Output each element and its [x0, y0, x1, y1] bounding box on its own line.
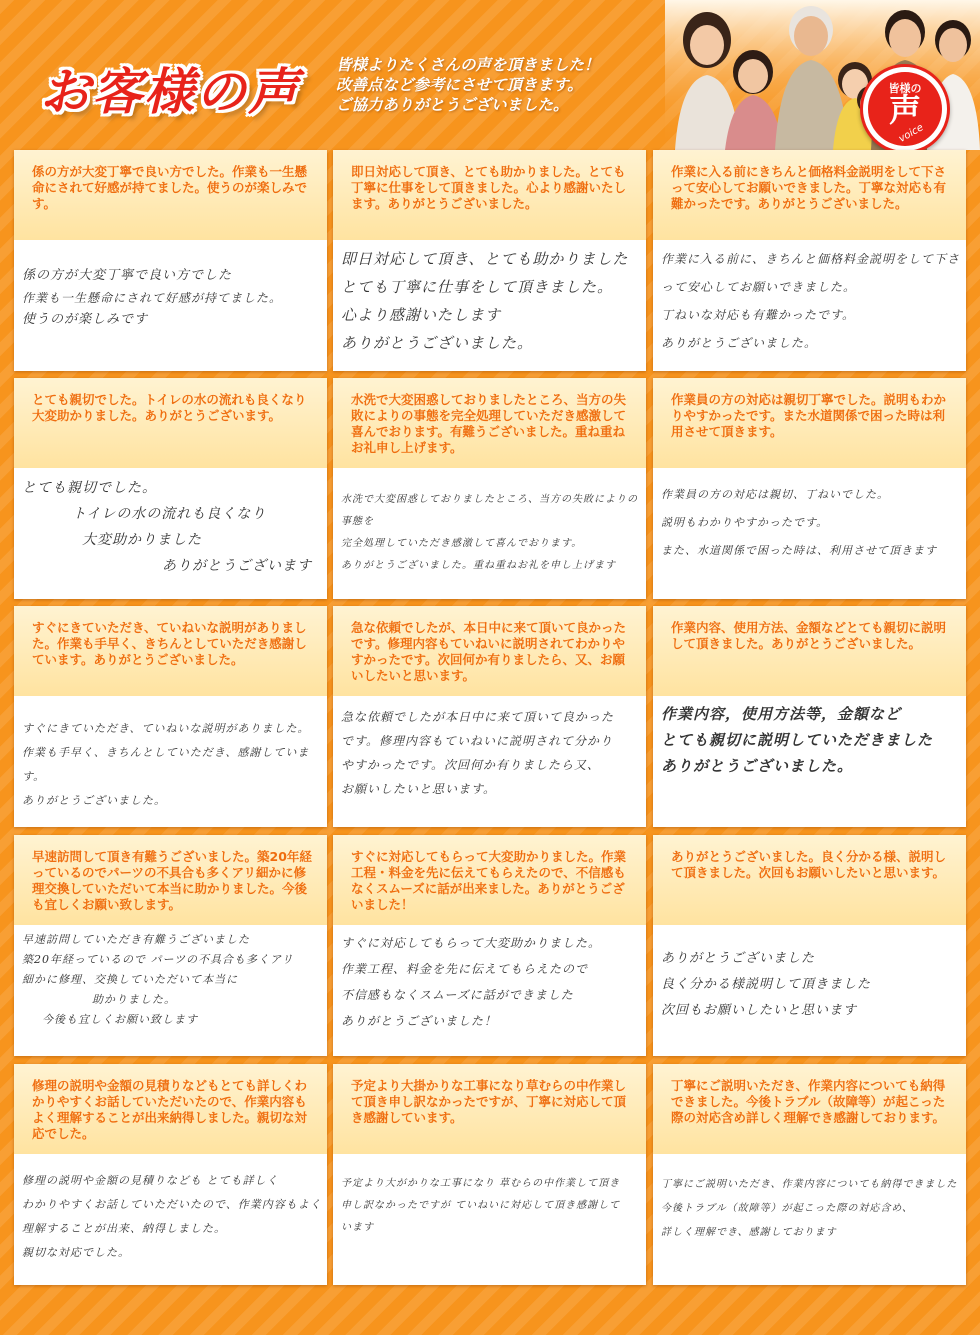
- voice-badge: [860, 64, 950, 154]
- review-summary: [333, 150, 646, 240]
- review-card: [653, 835, 966, 1056]
- handwritten-line: います: [341, 1222, 374, 1233]
- review-summary: [14, 835, 327, 925]
- review-summary: [14, 378, 327, 468]
- handwritten-comment: [22, 930, 322, 1050]
- handwritten-line: すぐに対応してもらって大変助かりました。: [341, 936, 602, 950]
- handwritten-comment: [661, 245, 961, 365]
- handwritten-line: すぐにきていただき、ていねいな説明がありました。: [22, 722, 310, 735]
- handwritten-line: また、水道関係で困った時は、利用させて頂きます: [661, 544, 937, 557]
- handwritten-comment: [341, 930, 641, 1050]
- handwritten-line: ありがとうございました: [661, 951, 816, 966]
- handwritten-line: 丁寧にご説明いただき、作業内容についても納得できました: [661, 1179, 958, 1190]
- handwritten-line: 良く分かる様説明して頂きました: [661, 977, 872, 992]
- handwritten-comment: [661, 701, 961, 821]
- handwritten-line: 助かりました。: [92, 993, 176, 1006]
- header: [0, 0, 980, 150]
- handwritten-line: 作業に入る前に、きちんと価格料金説明をして下さって安心してお願いできました。: [661, 252, 961, 294]
- handwritten-line: 水洗で大変困惑しておりましたところ、当方の失敗によりの事態を: [341, 494, 638, 527]
- handwritten-line: です。修理内容もていねいに説明されて分かり: [341, 734, 614, 748]
- handwritten-comment: [341, 701, 641, 825]
- review-card: [653, 378, 966, 599]
- review-card: [14, 150, 327, 371]
- review-printed-text: 作業内容、使用方法、金額などとても親切に説明して頂きました。ありがとうございました。: [671, 620, 947, 651]
- handwritten-comment: [341, 1159, 641, 1293]
- handwritten-line: ありがとうございました！: [341, 1014, 498, 1028]
- intro-line: 改善点など参考にさせて頂きます。: [336, 76, 583, 94]
- handwritten-line: トイレの水の流れも良くなり: [72, 506, 267, 522]
- review-printed-text: 係の方が大変丁寧で良い方でした。作業も一生懸命にされて好感が持てました。使うのが楽しみです。: [32, 164, 308, 211]
- review-summary: [333, 606, 646, 696]
- handwritten-line: 今後も宜しくお願い致します: [42, 1013, 198, 1026]
- review-summary: [333, 378, 646, 468]
- review-printed-text: 作業員の方の対応は親切丁寧でした。説明もわかりやすかったです。また水道関係で困った時は利用させて頂きます。: [671, 392, 947, 439]
- review-printed-text: 水洗で大変困惑しておりましたところ、当方の失敗によりの事態を完全処理していただき感激して喜んでおります。有難うございました。重ね重ねお礼申し上げます。: [351, 392, 627, 455]
- review-printed-text: 修理の説明や金額の見積りなどもとても詳しくわかりやすくお話していただいたので、作業内容もよく理解することが出来納得しました。親切な対応でした。: [32, 1078, 308, 1141]
- review-card: [14, 1064, 327, 1285]
- review-card: [653, 150, 966, 371]
- handwritten-comment: [22, 245, 322, 385]
- handwritten-line: 今後トラブル（故障等）が起こった際の対応含め、: [661, 1203, 913, 1214]
- handwritten-comment: [341, 473, 641, 609]
- handwritten-comment: [661, 1159, 961, 1293]
- handwritten-line: 不信感もなくスムーズに話ができました: [341, 988, 574, 1002]
- review-printed-text: とても親切でした。トイレの水の流れも良くなり大変助かりました。ありがとうございます。: [32, 392, 307, 423]
- review-printed-text: すぐにきていただき、ていねいな説明がありました。作業も手早く、きちんとしていただき感謝しています。ありがとうございました。: [32, 620, 307, 667]
- review-summary: [333, 1064, 646, 1154]
- review-summary: [653, 150, 966, 240]
- review-summary: [333, 835, 646, 925]
- handwritten-line: ありがとうございます: [162, 558, 312, 574]
- handwritten-line: 説明もわかりやすかったです。: [661, 516, 829, 529]
- review-printed-text: 作業に入る前にきちんと価格料金説明をして下さって安心してお願いできました。丁寧な対応も有難かったです。ありがとうございました。: [671, 164, 947, 211]
- review-summary: [653, 606, 966, 696]
- handwritten-line: 心より感謝いたします: [341, 306, 502, 324]
- review-card: [333, 150, 646, 371]
- handwritten-line: わかりやすくお話していただいたので、作業内容もよく: [22, 1198, 322, 1211]
- handwritten-line: 築20年経っているので パーツの不具合も多くアリ: [22, 953, 294, 966]
- handwritten-line: とても親切でした。: [22, 480, 157, 496]
- handwritten-line: 細かに修理、交換していただいて本当に: [22, 973, 238, 986]
- review-card: [653, 1064, 966, 1285]
- review-printed-text: 早速訪問して頂き有難うございました。築20年経っているのでパーツの不具合も多くアリ細かに修理交換していただいて本当に助かりました。今後も宜しくお願い致します。: [32, 849, 312, 912]
- review-printed-text: 急な依頼でしたが、本日中に来て頂いて良かったです。修理内容もていねいに説明されてわかりやすかったです。次回何か有りましたら、又、お願いしたいと思います。: [351, 620, 627, 683]
- handwritten-line: とても丁寧に仕事をして頂きました。: [341, 278, 614, 296]
- handwritten-line: 即日対応して頂き、とても助かりました: [341, 250, 629, 268]
- handwritten-comment: [22, 701, 322, 837]
- handwritten-line: ありがとうございました。: [22, 794, 166, 807]
- handwritten-line: 大変助かりました: [82, 532, 202, 548]
- badge-voice-en: voice: [897, 122, 926, 145]
- handwritten-comment: [341, 245, 641, 365]
- review-card: [14, 835, 327, 1056]
- handwritten-comment: [22, 1159, 322, 1289]
- badge-voice-kanji: 声: [888, 91, 921, 129]
- badge-label: 皆様の: [888, 82, 922, 95]
- handwritten-line: 早速訪問していただき有難うございました: [22, 933, 250, 946]
- handwritten-line: 係の方が大変丁寧で良い方でした: [22, 268, 233, 283]
- review-printed-text: すぐに対応してもらって大変助かりました。作業工程・料金を先に伝えてもらえたので、不信感もなくスムーズに話が出来ました。ありがとうございました！: [351, 849, 627, 912]
- intro-line: 皆様よりたくさんの声を頂きました！: [336, 56, 600, 74]
- review-summary: [653, 1064, 966, 1154]
- handwritten-line: ありがとうございました。: [341, 334, 534, 352]
- handwritten-line: 申し訳なかったですが ていねいに対応して頂き感謝して: [341, 1200, 621, 1211]
- review-summary: [14, 150, 327, 240]
- page-title: お客様の声: [40, 63, 300, 121]
- review-printed-text: 丁寧にご説明いただき、作業内容についても納得できました。今後トラブル（故障等）が起こった際の対応含め詳しく理解でき感謝しております。: [671, 1078, 946, 1125]
- review-printed-text: 予定より大掛かりな工事になり草むらの中作業して頂き申し訳なかったですが、丁寧に対応して頂き感謝しています。: [351, 1078, 627, 1125]
- handwritten-line: 親切な対応でした。: [22, 1246, 130, 1259]
- voice-badge-inner: [868, 72, 942, 146]
- review-summary: [653, 378, 966, 468]
- review-card: [14, 606, 327, 827]
- handwritten-line: やすかったです。次回何か有りましたら又、: [341, 758, 601, 772]
- handwritten-line: 作業工程、料金を先に伝えてもらえたので: [341, 962, 589, 976]
- handwritten-line: 急な依頼でしたが本日中に来て頂いて良かった: [341, 710, 615, 724]
- review-card: [333, 378, 646, 599]
- handwritten-line: 完全処理していただき感激して喜んでおります。: [341, 538, 583, 549]
- handwritten-line: ありがとうございました。: [661, 757, 854, 775]
- handwritten-line: ありがとうございました。重ね重ねお礼を申し上げます: [341, 560, 616, 571]
- review-summary: [653, 835, 966, 925]
- handwritten-comment: [661, 930, 961, 1066]
- handwritten-line: とても親切に説明していただきました: [661, 731, 934, 749]
- review-card: [653, 606, 966, 827]
- review-card: [333, 835, 646, 1056]
- handwritten-line: 修理の説明や金額の見積りなども とても詳しく: [22, 1174, 279, 1187]
- handwritten-line: 詳しく理解でき、感謝しております: [661, 1227, 837, 1238]
- review-card: [333, 1064, 646, 1285]
- handwritten-line: 作業も一生懸命にされて好感が持てました。: [22, 291, 283, 305]
- review-card: [333, 606, 646, 827]
- handwritten-line: 次回もお願いしたいと思います: [661, 1003, 858, 1018]
- handwritten-line: 使うのが楽しみです: [22, 312, 149, 327]
- intro-line: ご協力ありがとうございました。: [336, 96, 569, 114]
- handwritten-comment: [661, 473, 961, 601]
- handwritten-line: 丁ねいな対応も有難かったです。: [661, 308, 856, 322]
- review-card: [14, 378, 327, 599]
- review-printed-text: 即日対応して頂き、とても助かりました。とても丁寧に仕事をして頂きました。心より感謝いたします。ありがとうございました。: [351, 164, 627, 211]
- handwritten-line: 予定より大がかりな工事になり 草むらの中作業して頂き: [341, 1178, 621, 1189]
- handwritten-line: 作業も手早く、きちんとしていただき、感謝しています。: [22, 746, 310, 783]
- handwritten-line: お願いしたいと思います。: [341, 782, 497, 796]
- handwritten-comment: [22, 473, 322, 595]
- review-printed-text: ありがとうございました。良く分かる様、説明して頂きました。次回もお願いしたいと思います。: [671, 849, 947, 880]
- review-summary: [14, 1064, 327, 1154]
- intro-text: [336, 55, 656, 115]
- review-summary: [14, 606, 327, 696]
- handwritten-line: ありがとうございました。: [661, 336, 818, 350]
- handwritten-line: 作業員の方の対応は親切、丁ねいでした。: [661, 488, 889, 501]
- handwritten-line: 理解することが出来、納得しました。: [22, 1222, 226, 1235]
- handwritten-line: 作業内容，使用方法等，金額など: [661, 705, 902, 723]
